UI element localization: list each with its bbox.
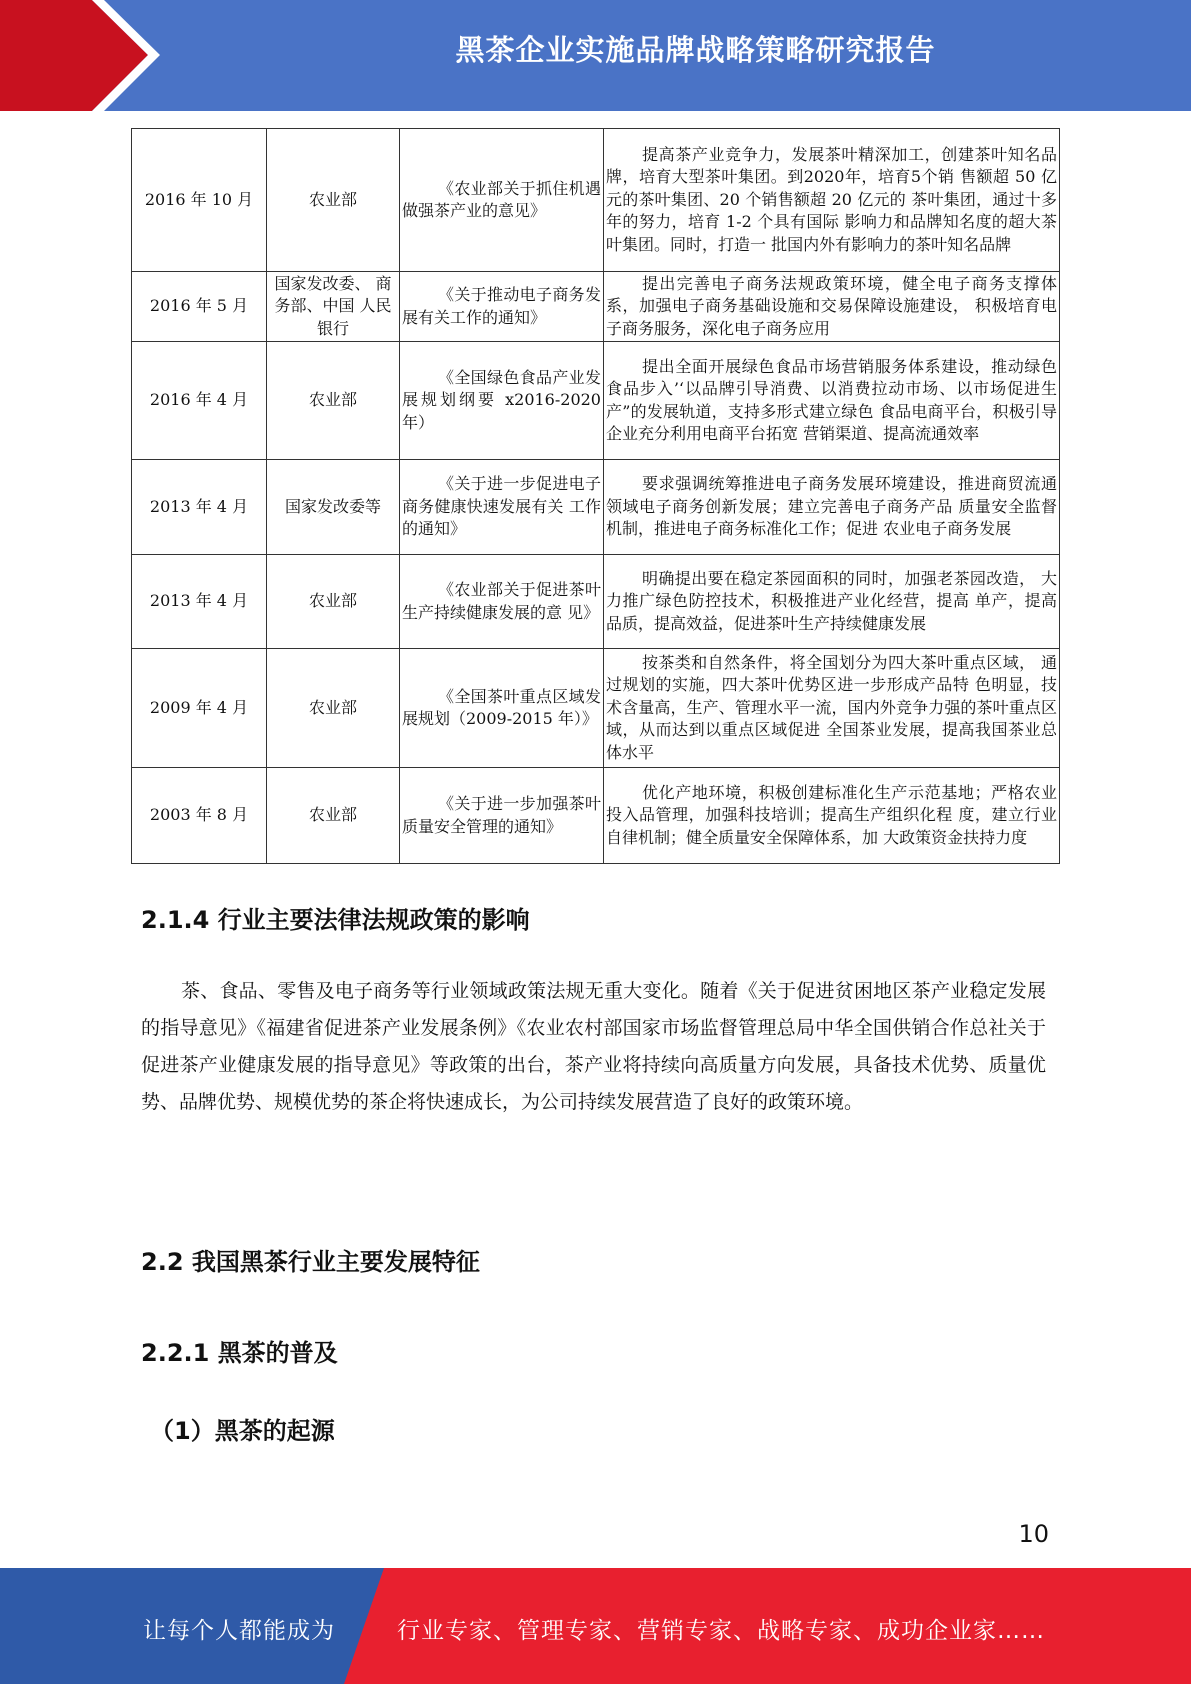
table-cell-date: 2009 年 4 月 [132, 649, 267, 768]
table-cell-date: 2013 年 4 月 [132, 555, 267, 649]
table-cell-org: 农业部 [267, 555, 400, 649]
table-row [132, 272, 1060, 342]
table-cell-document: 《全国茶叶重点区域发 展规划（2009-2015 年）》 [400, 649, 604, 768]
table-cell-org: 农业部 [267, 768, 400, 864]
table-cell-org: 农业部 [267, 342, 400, 460]
page-header [0, 0, 1191, 111]
table-cell-summary: 要求强调统筹推进电子商务发展环境建设，推进商贸流通领域电子商务创新发展；建立完善电子商务产品 质量安全监督机制，推进电子商务标准化工作；促进 农业电子商务发展 [604, 460, 1060, 555]
table-cell-document: 《农业部关于抓住机遇 做强茶产业的意见》 [400, 129, 604, 272]
table-cell-summary: 提高茶产业竞争力，发展茶叶精深加工，创建茶叶知名品牌，培育大型茶叶集团。到2020年，培育5个销 售额超 50 亿元的茶叶集团、20 个销售额超 20 亿元的 茶叶集团，通过十多年的努力，培育 1-2 个具有国际 影响力和品牌知名度的超大茶叶集团。同时，打造一 批国内外有影响力的茶叶知名品牌 [604, 129, 1060, 272]
table-cell-summary: 优化产地环境，积极创建标准化生产示范基地；严格农业投入品管理，加强科技培训；提高生产组织化程 度，建立行业自律机制；健全质量安全保障体系，加 大政策资金扶持力度 [604, 768, 1060, 864]
table-cell-date: 2013 年 4 月 [132, 460, 267, 555]
table-cell-summary: 按茶类和自然条件，将全国划分为四大茶叶重点区域， 通过规划的实施，四大茶叶优势区进一步形成产品特 色明显，技术含量高，生产、管理水平一流，国内外竞争力强的茶叶重点区域，从而达到以重点区域促进 全国茶业发展，提高我国茶业总体水平 [604, 649, 1060, 768]
header-arrow-decoration [0, 0, 300, 111]
section-heading-2-1-4: 2.1.4 行业主要法律法规政策的影响 [141, 906, 530, 934]
table-cell-document: 《关于进一步加强茶叶 质量安全管理的通知》 [400, 768, 604, 864]
table-row [132, 768, 1060, 864]
table-cell-document: 《关于推动电子商务发 展有关工作的通知》 [400, 272, 604, 342]
table-cell-summary: 提出完善电子商务法规政策环境，健全电子商务支撑体系，加强电子商务基础设施和交易保障设施建设， 积极培育电子商务服务，深化电子商务应用 [604, 272, 1060, 342]
table-row [132, 342, 1060, 460]
policy-table [131, 128, 1060, 864]
table-cell-document: 《全国绿色食品产业发 展规划纲要 x2016-2020 年） [400, 342, 604, 460]
table-cell-org: 农业部 [267, 129, 400, 272]
table-cell-date: 2016 年 5 月 [132, 272, 267, 342]
table-cell-summary: 明确提出要在稳定茶园面积的同时，加强老茶园改造， 大力推广绿色防控技术，积极推进产业化经营，提高 单产，提高品质，提高效益，促进茶叶生产持续健康发展 [604, 555, 1060, 649]
table-cell-date: 2003 年 8 月 [132, 768, 267, 864]
body-paragraph: 茶、食品、零售及电子商务等行业领域政策法规无重大变化。随着《关于促进贫困地区茶产业稳定发展的指导意见》《福建省促进茶产业发展条例》《农业农村部国家市场监督管理总局中华全国供销合作总社关于促进茶产业健康发展的指导意见》等政策的出台，茶产业将持续向高质量方向发展，具备技术优势、质量优势、品牌优势、规模优势的茶企将快速成长，为公司持续发展营造了良好的政策环境。 [141, 980, 1046, 1113]
page-number: 10 [1018, 1520, 1049, 1548]
page-footer [0, 1568, 1191, 1684]
table-cell-org: 国家发改委等 [267, 460, 400, 555]
table-cell-document: 《农业部关于促进茶叶 生产持续健康发展的意 见》 [400, 555, 604, 649]
table-cell-org: 农业部 [267, 649, 400, 768]
footer-slogan-left: 让每个人都能成为 [143, 1618, 335, 1644]
section-heading-2-2-1: 2.2.1 黑茶的普及 [141, 1339, 338, 1367]
table-cell-date: 2016 年 10 月 [132, 129, 267, 272]
table-cell-summary: 提出全面开展绿色食品市场营销服务体系建设，推动绿色食品步入’‘以品牌引导消费、以消费拉动市场、以市场促进生产”的发展轨道，支持多形式建立绿色 食品电商平台，积极引导企业充分利用电商平台拓宽 营销渠道、提高流通效率 [604, 342, 1060, 460]
footer-slogan-right: 行业专家、管理专家、营销专家、战略专家、成功企业家…… [397, 1618, 1045, 1644]
subsection-heading-origin: （1）黑茶的起源 [150, 1417, 335, 1445]
table-cell-org: 国家发改委、 商务部、中国 人民银行 [267, 272, 400, 342]
section-heading-2-2: 2.2 我国黑茶行业主要发展特征 [141, 1248, 480, 1276]
table-row [132, 649, 1060, 768]
table-row [132, 460, 1060, 555]
table-row [132, 129, 1060, 272]
header-title: 黑茶企业实施品牌战略策略研究报告 [455, 33, 936, 67]
table-cell-date: 2016 年 4 月 [132, 342, 267, 460]
table-cell-document: 《关于进一步促进电子 商务健康快速发展有关 工作的通知》 [400, 460, 604, 555]
table-row [132, 555, 1060, 649]
